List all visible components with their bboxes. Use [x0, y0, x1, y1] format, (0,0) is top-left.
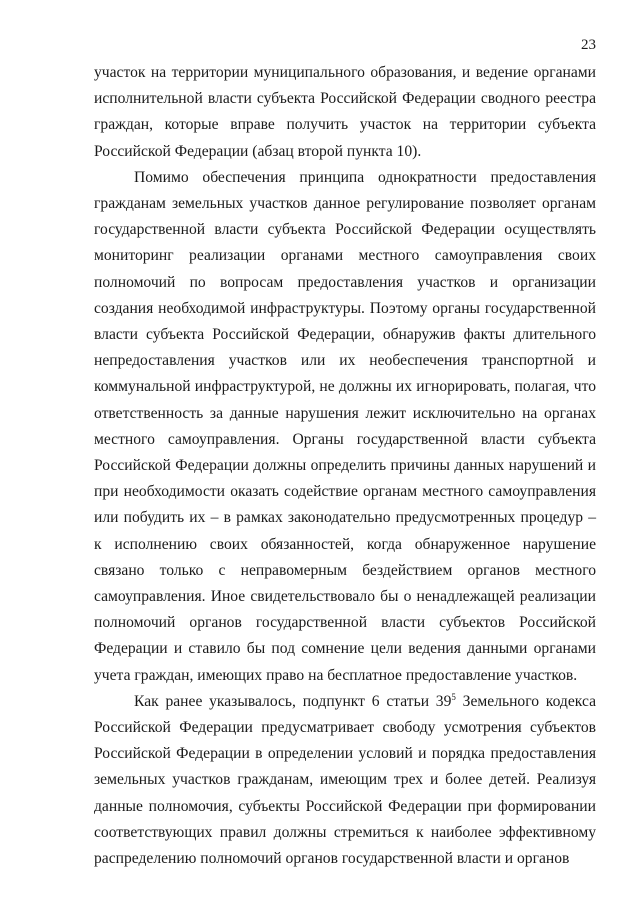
paragraph-continuation: участок на территории муниципального образования, и ведение органами исполнительной власти субъекта Российской Федерации сводного реестра граждан, которые вправе получить участок на территории субъекта Российской Федерации (абзац второй пункта 10).	[94, 64, 596, 160]
paragraph-monitoring: Помимо обеспечения принципа однократности предоставления гражданам земельных участков данное регулирование позволяет органам государственной власти субъекта Российской Федерации осуществлять мониторинг реализации органами местного самоуправления своих полномочий по вопросам предоставления участков и организации создания необходимой инфраструктуры. Поэтому органы государственной власти субъекта Российской Федерации, обнаружив факты длительного непредоставления участков или их необеспечения транспортной и коммунальной инфраструктурой, не должны их игнорировать, полагая, что ответственность за данные нарушения лежит исключительно на органах местного самоуправления. Органы государственной власти субъекта Российской Федерации должны определить причины данных нарушений и при необходимости оказать содействие органам местного самоуправления или побудить их – в рамках законодательно предусмотренных процедур – к исполнению своих обязанностей, когда обнаруженное нарушение связано только с неправомерным бездействием органов местного самоуправления. Иное свидетельствовало бы о ненадлежащей реализации полномочий органов государственной власти субъектов Российской Федерации и ставило бы под сомнение цели ведения данными органами учета граждан, имеющих право на бесплатное предоставление участков.	[94, 168, 596, 684]
paragraph-land-code	[94, 689, 596, 872]
document-body	[94, 60, 596, 872]
paragraph-land-code-start: Как ранее указывалось, подпункт 6 статьи 39	[134, 692, 452, 710]
paragraph-land-code-rest: Земельного кодекса Российской Федерации предусматривает свободу усмотрения субъектов Российской Федерации в определении условий и порядка предоставления земельных участков гражданам, имеющим трех и более детей. Реализуя данные полномочия, субъекты Российской Федерации при формировании соответствующих правил должны стремиться к наиболее эффективному распределению полномочий органов государственной власти и органов	[94, 692, 597, 868]
article-superscript: 5	[451, 691, 456, 702]
page-number: 23	[581, 37, 596, 53]
